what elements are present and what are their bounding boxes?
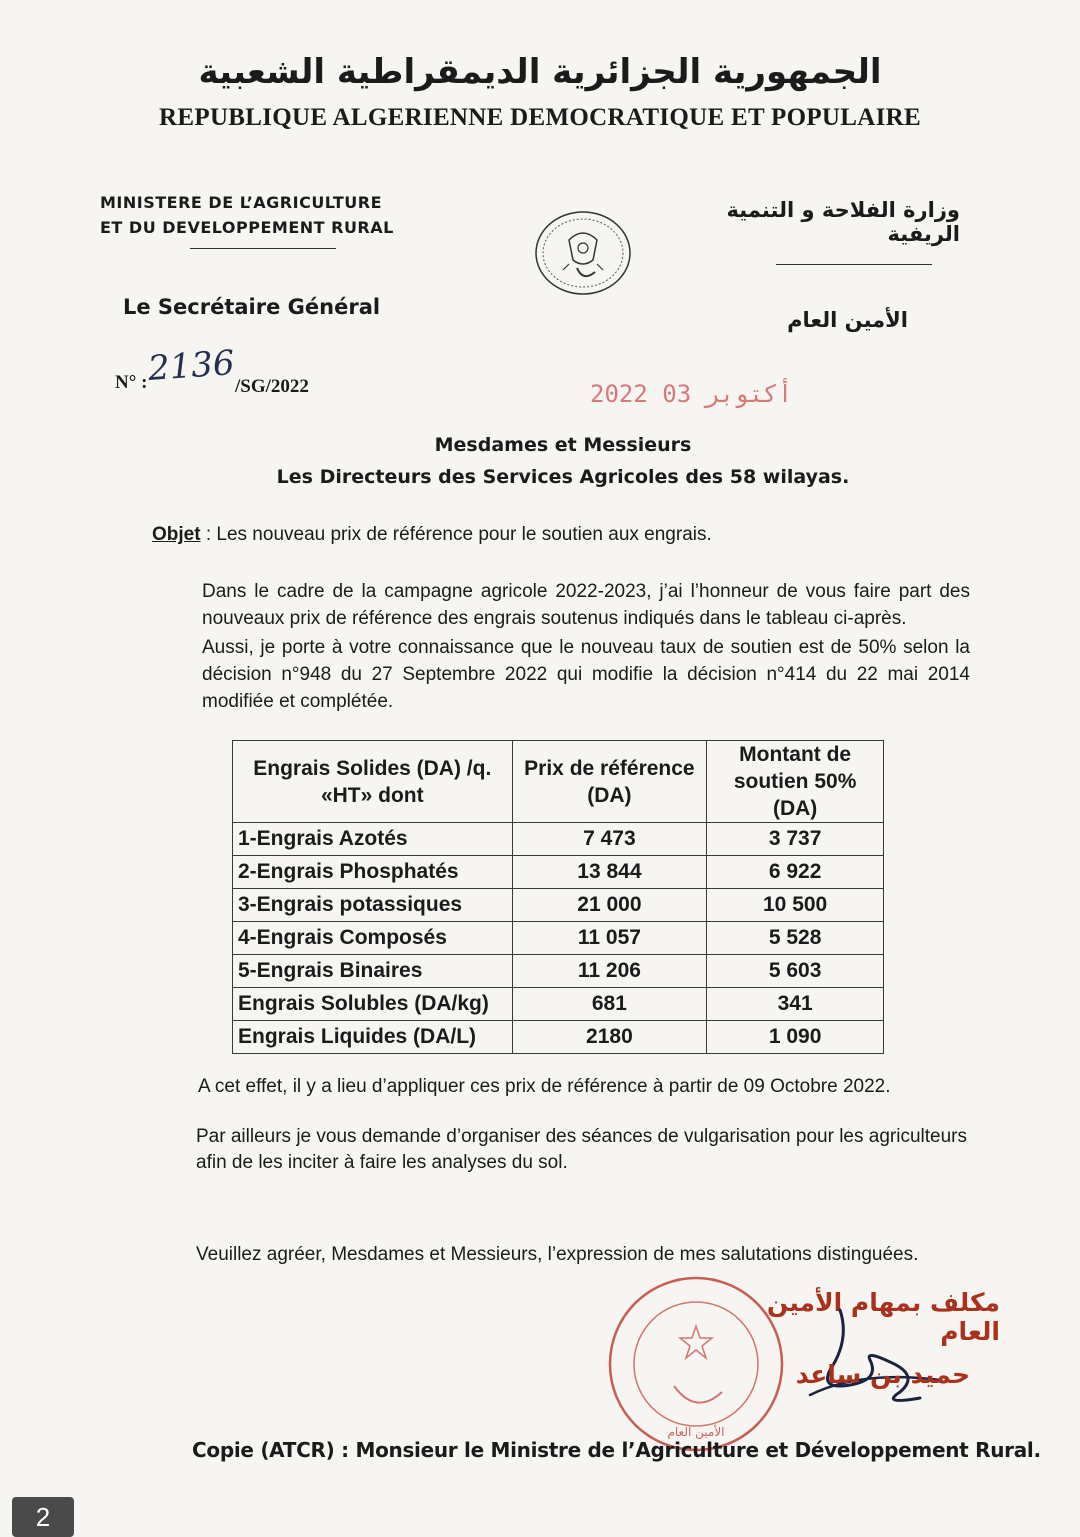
paragraph-1: Dans le cadre de la campagne agricole 2022-2023, j’ai l’honneur de vous faire part des nouveaux prix de référence des engrais soutenus indiqués dans le tableau ci-après. (202, 581, 970, 629)
divider-left (190, 248, 336, 249)
page-number-badge[interactable]: 2 (12, 1497, 74, 1537)
cell-prix: 2180 (512, 1021, 707, 1054)
date-stamp: 2022 أكتوبر 03 (590, 380, 793, 408)
table-row (233, 889, 884, 922)
paragraph-4: Par ailleurs je vous demande d’organiser des séances de vulgarisation pour les agriculteurs afin de les inciter à faire les analyses du sol. (196, 1126, 967, 1173)
cell-montant: 5 528 (707, 922, 884, 955)
table-row (233, 856, 884, 889)
ministry-line-2: ET DU DEVELOPPEMENT RURAL (100, 218, 394, 237)
table-header-row (233, 741, 884, 823)
cell-prix: 11 057 (512, 922, 707, 955)
table-row (233, 922, 884, 955)
cell-montant: 341 (707, 988, 884, 1021)
header-engrais: Engrais Solides (DA) /q. «HT» dont (233, 741, 513, 823)
header-title-french: REPUBLIQUE ALGERIENNE DEMOCRATIQUE ET POPULAIRE (159, 104, 921, 131)
paragraph-2: Aussi, je porte à votre connaissance que le nouveau taux de soutien est de 50% selon la décision n°948 du 27 Septembre 2022 qui modifie la décision n°414 du 22 mai 2014 modifiée et complétée. (202, 637, 970, 712)
cell-engrais: 2-Engrais Phosphatés (233, 856, 513, 889)
algeria-emblem-icon (533, 210, 633, 296)
header-title-arabic: الجمهورية الجزائرية الديمقراطية الشعبية (198, 52, 882, 92)
objet-text: : Les nouveau prix de référence pour le soutien aux engrais. (200, 524, 712, 545)
table-row (233, 1021, 884, 1054)
cell-prix: 11 206 (512, 955, 707, 988)
paragraph-closing: Veuillez agréer, Mesdames et Messieurs, l’expression de mes salutations distinguées. (196, 1244, 919, 1265)
copy-recipient: Copie (ATCR) : Monsieur le Ministre de l’Agriculture et Développement Rural. (192, 1438, 1041, 1462)
cell-prix: 13 844 (512, 856, 707, 889)
cell-montant: 1 090 (707, 1021, 884, 1054)
cell-prix: 7 473 (512, 823, 707, 856)
cell-engrais: 3-Engrais potassiques (233, 889, 513, 922)
cell-prix: 21 000 (512, 889, 707, 922)
divider-right (776, 264, 932, 265)
cell-montant: 5 603 (707, 955, 884, 988)
reference-number-handwritten: 2136 (146, 343, 236, 389)
signatory-name: حميد بن ساعد (795, 1360, 970, 1389)
cell-montant: 10 500 (707, 889, 884, 922)
ministry-arabic: وزارة الفلاحة و التنمية الريفية (726, 198, 960, 246)
cell-montant: 6 922 (707, 856, 884, 889)
cell-engrais: 1-Engrais Azotés (233, 823, 513, 856)
secretary-title-french: Le Secrétaire Général (123, 295, 381, 319)
cell-engrais: 5-Engrais Binaires (233, 955, 513, 988)
reference-suffix: /SG/2022 (235, 376, 309, 397)
cell-montant: 3 737 (707, 823, 884, 856)
header-prix: Prix de référence (DA) (512, 741, 707, 823)
addressee-line-2: Les Directeurs des Services Agricoles des 58 wilayas. (276, 466, 850, 488)
reference-label: N° : (115, 372, 148, 393)
table-row (233, 823, 884, 856)
cell-engrais: Engrais Solubles (DA/kg) (233, 988, 513, 1021)
table-row (233, 955, 884, 988)
cell-prix: 681 (512, 988, 707, 1021)
secretary-title-arabic: الأمين العام (787, 308, 908, 332)
fertilizer-price-table (232, 740, 884, 1054)
cell-engrais: 4-Engrais Composés (233, 922, 513, 955)
seal-text: الأمين العام (667, 1425, 725, 1439)
signature-title: مكلف بمهام الأمين العام (766, 1288, 1000, 1346)
header-montant: Montant de soutien 50% (DA) (707, 741, 884, 823)
paragraph-3: A cet effet, il y a lieu d’appliquer ces prix de référence à partir de 09 Octobre 2022. (198, 1076, 891, 1097)
cell-engrais: Engrais Liquides (DA/L) (233, 1021, 513, 1054)
objet-label: Objet (152, 524, 201, 545)
addressee-line-1: Mesdames et Messieurs (434, 434, 692, 456)
ministry-french (100, 190, 394, 240)
objet (152, 524, 712, 546)
table-row (233, 988, 884, 1021)
ministry-line-1: MINISTERE DE L’AGRICULTURE (100, 193, 383, 212)
